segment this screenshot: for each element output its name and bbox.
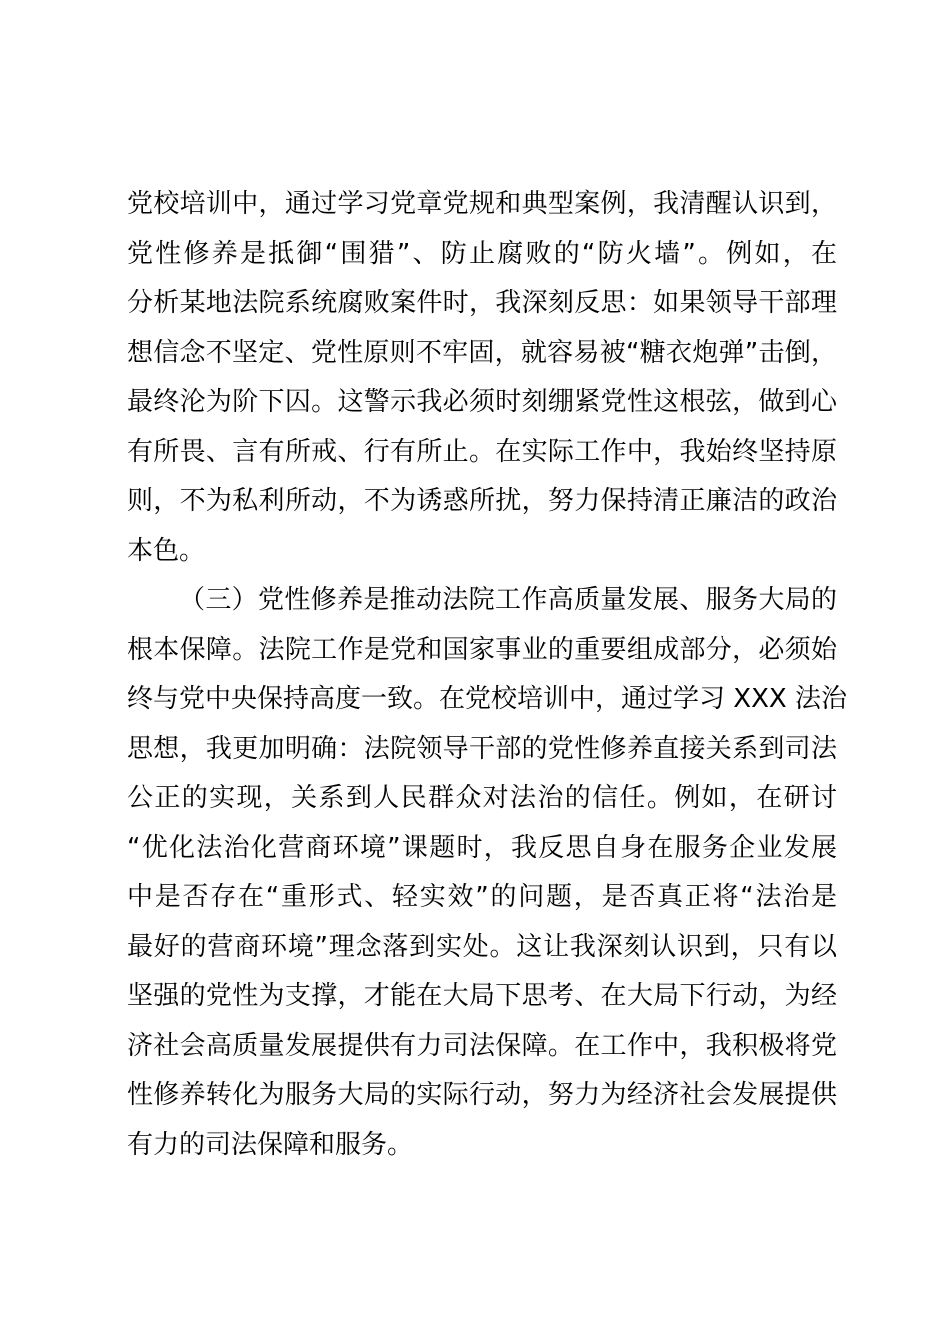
text-line: 思想，我更加明确：法院领导干部的党性修养直接关系到司法 <box>127 733 837 764</box>
text-line: 最终沦为阶下囚。这警示我必须时刻绷紧党性这根弦，做到心 <box>127 387 837 417</box>
text-line: 坚强的党性为支撑，才能在大局下思考、在大局下行动，为经 <box>127 981 837 1011</box>
text-line: 根本保障。法院工作是党和国家事业的重要组成部分，必须始 <box>127 634 837 665</box>
paragraph-section-three <box>127 576 847 1170</box>
text-line: 公正的实现，关系到人民群众对法治的信任。例如，在研讨 <box>127 783 837 813</box>
text-line: 分析某地法院系统腐败案件时，我深刻反思：如果领导干部理 <box>127 288 837 318</box>
document-body <box>127 180 847 1170</box>
text-line: 则，不为私利所动，不为诱惑所扰，努力保持清正廉洁的政治 <box>127 486 837 516</box>
paragraph-party-spirit-firewall <box>127 180 837 576</box>
text-line: 最好的营商环境”理念落到实处。这让我深刻认识到，只有以 <box>127 931 837 962</box>
text-line: 中是否存在“重形式、轻实效”的问题，是否真正将“法治是 <box>127 882 837 912</box>
text-line: 想信念不坚定、党性原则不牢固，就容易被“糖衣炮弹”击倒， <box>127 337 837 368</box>
text-line: 党校培训中，通过学习党章党规和典型案例，我清醒认识到， <box>127 189 837 219</box>
text-line: 本色。 <box>127 535 206 566</box>
text-line: 有力的司法保障和服务。 <box>127 1129 414 1160</box>
section-heading-line: （三）党性修养是推动法院工作高质量发展、服务大局的 <box>179 585 837 615</box>
text-line: 性修养转化为服务大局的实际行动，努力为经济社会发展提供 <box>127 1080 837 1110</box>
text-line: 济社会高质量发展提供有力司法保障。在工作中，我积极将党 <box>127 1030 837 1061</box>
text-line: 党性修养是抵御“围猎”、防止腐败的“防火墙”。例如，在 <box>127 238 837 269</box>
text-line: 有所畏、言有所戒、行有所止。在实际工作中，我始终坚持原 <box>127 436 837 467</box>
text-line: “优化法治化营商环境”课题时，我反思自身在服务企业发展 <box>127 832 837 863</box>
text-line: 终与党中央保持高度一致。在党校培训中，通过学习 XXX 法治 <box>127 684 847 714</box>
